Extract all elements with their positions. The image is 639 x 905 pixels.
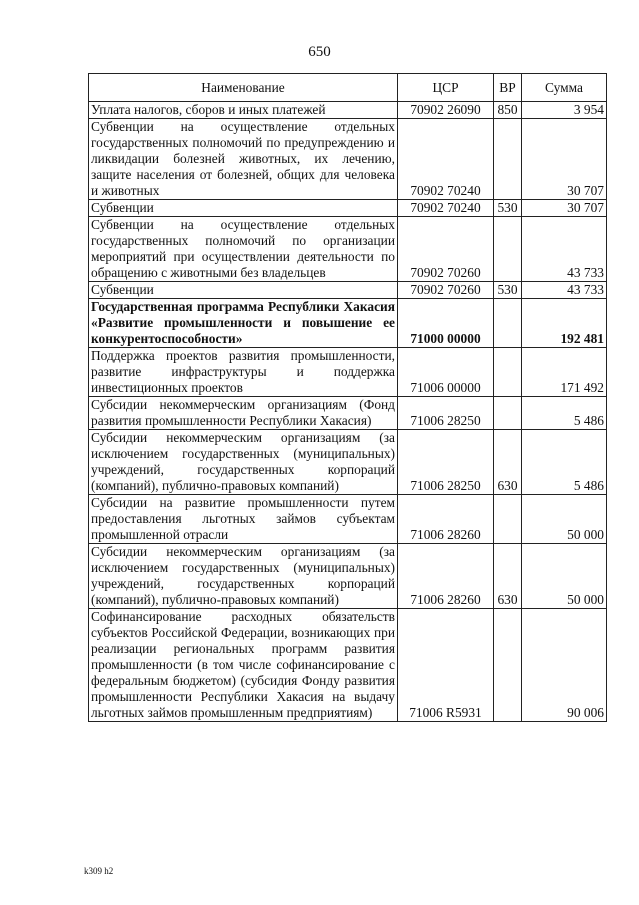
cell-sum: 43 733: [522, 217, 607, 282]
cell-csr: 71006 00000: [398, 348, 494, 397]
cell-csr: 70902 70260: [398, 282, 494, 299]
cell-sum: 50 000: [522, 544, 607, 609]
cell-sum: 30 707: [522, 119, 607, 200]
cell-vr: 530: [494, 282, 522, 299]
table-row: [89, 544, 607, 609]
cell-csr: 71000 00000: [398, 299, 494, 348]
table-row: [89, 282, 607, 299]
table-row: [89, 200, 607, 217]
cell-vr: 630: [494, 544, 522, 609]
cell-name: Субсидии некоммерческим организациям (за исключением государственных (муниципальных) учреждений, государственных корпораций (компаний), публично-правовых компаний): [89, 430, 398, 495]
cell-sum: 171 492: [522, 348, 607, 397]
cell-vr: [494, 348, 522, 397]
cell-name: Субвенции: [89, 200, 398, 217]
footer-code: k309 h2: [84, 866, 114, 876]
cell-sum: 3 954: [522, 102, 607, 119]
budget-table: [88, 73, 607, 722]
cell-vr: [494, 609, 522, 722]
cell-csr: 70902 70260: [398, 217, 494, 282]
cell-csr: 71006 28250: [398, 397, 494, 430]
table-row: [89, 609, 607, 722]
page-number: 650: [308, 44, 331, 60]
table-row: [89, 299, 607, 348]
cell-csr: 71006 R5931: [398, 609, 494, 722]
cell-vr: 530: [494, 200, 522, 217]
table-header-row: [89, 74, 607, 102]
cell-name: Субсидии некоммерческим организациям (за исключением государственных (муниципальных) учреждений, государственных корпораций (компаний), публично-правовых компаний): [89, 544, 398, 609]
table-row: [89, 348, 607, 397]
cell-name: Субсидии на развитие промышленности путем предоставления льготных займов субъектам промышленной отрасли: [89, 495, 398, 544]
cell-name: Поддержка проектов развития промышленности, развитие инфраструктуры и поддержка инвестиционных проектов: [89, 348, 398, 397]
table-row: [89, 102, 607, 119]
cell-vr: [494, 495, 522, 544]
table-row: [89, 217, 607, 282]
cell-sum: 30 707: [522, 200, 607, 217]
cell-csr: 71006 28260: [398, 544, 494, 609]
cell-sum: 5 486: [522, 397, 607, 430]
cell-sum: 5 486: [522, 430, 607, 495]
table-row: [89, 397, 607, 430]
header-name: Наименование: [89, 74, 398, 102]
cell-csr: 70902 26090: [398, 102, 494, 119]
cell-vr: [494, 397, 522, 430]
table-body: [89, 102, 607, 722]
header-sum: Сумма: [522, 74, 607, 102]
cell-sum: 192 481: [522, 299, 607, 348]
cell-name: Субвенции: [89, 282, 398, 299]
header-vr: ВР: [494, 74, 522, 102]
cell-name: Софинансирование расходных обязательств субъектов Российской Федерации, возникающих при реализации региональных программ развития промышленности (в том числе софинансирование с федеральным бюджетом) (субсидия Фонду развития промышленности Республики Хакасия на выдачу льготных займов промышленным предприятиям): [89, 609, 398, 722]
cell-sum: 43 733: [522, 282, 607, 299]
cell-sum: 90 006: [522, 609, 607, 722]
cell-csr: 71006 28260: [398, 495, 494, 544]
table-row: [89, 430, 607, 495]
cell-vr: 630: [494, 430, 522, 495]
cell-csr: 70902 70240: [398, 200, 494, 217]
cell-name: Субвенции на осуществление отдельных государственных полномочий по организации мероприятий при осуществлении деятельности по обращению с животными без владельцев: [89, 217, 398, 282]
cell-vr: [494, 299, 522, 348]
cell-name: Уплата налогов, сборов и иных платежей: [89, 102, 398, 119]
cell-csr: 71006 28250: [398, 430, 494, 495]
table-row: [89, 119, 607, 200]
cell-name: Субсидии некоммерческим организациям (Фонд развития промышленности Республики Хакасия): [89, 397, 398, 430]
header-csr: ЦСР: [398, 74, 494, 102]
cell-vr: 850: [494, 102, 522, 119]
cell-vr: [494, 119, 522, 200]
table-row: [89, 495, 607, 544]
cell-csr: 70902 70240: [398, 119, 494, 200]
cell-name: Субвенции на осуществление отдельных государственных полномочий по предупреждению и ликвидации болезней животных, их лечению, защите населения от болезней, общих для человека и животных: [89, 119, 398, 200]
cell-sum: 50 000: [522, 495, 607, 544]
cell-name: Государственная программа Республики Хакасия «Развитие промышленности и повышение ее конкурентоспособности»: [89, 299, 398, 348]
cell-vr: [494, 217, 522, 282]
